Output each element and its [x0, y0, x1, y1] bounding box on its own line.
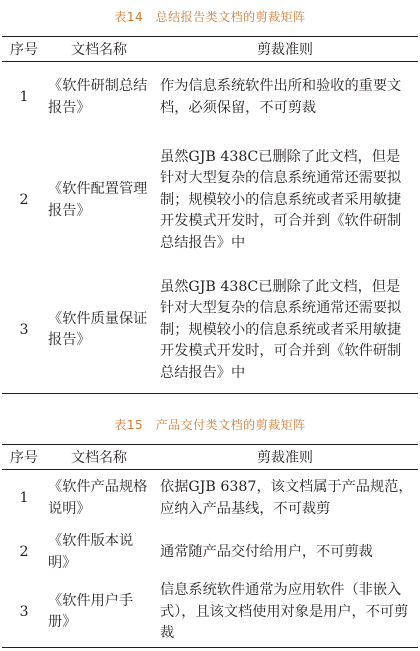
- row-rule: 作为信息系统软件出所和验收的重要文档，必须保留，不可剪裁: [160, 78, 402, 116]
- row-rule: 信息系统软件通常为应用软件（非嵌入式），且该文档使用对象是用户，不可剪裁: [152, 578, 418, 648]
- row-no: 2: [19, 191, 29, 208]
- header-rule: 剪裁准则: [152, 445, 418, 470]
- header-doc-name: 文档名称: [46, 445, 152, 470]
- row-doc-name: 《软件版本说明》: [48, 533, 134, 571]
- row-doc-name: 《软件研制总结报告》: [48, 78, 148, 116]
- header-rule: 剪裁准则: [152, 37, 418, 62]
- table-row: [2, 528, 418, 578]
- table-row: [2, 134, 418, 268]
- row-no: 3: [2, 578, 46, 648]
- row-no: 1: [19, 490, 29, 506]
- table-row: [2, 578, 418, 648]
- row-no: 3: [2, 268, 46, 394]
- crop-matrix-table: [2, 444, 418, 648]
- table-row: [2, 470, 418, 528]
- table-caption: 表14 总结报告类文档的剪裁矩阵: [114, 10, 306, 24]
- header-no: 序号: [2, 445, 46, 470]
- row-doc-name: 《软件用户手册》: [46, 578, 152, 648]
- row-rule: 虽然GJB 438C已删除了此文档，但是针对大型复杂的信息系统通常还需要拟制；规模较小的信息系统或者采用敏捷开发模式开发时，可合并到《软件研制总结报告》中: [160, 148, 402, 251]
- table-caption: 表15 产品交付类文档的剪裁矩阵: [114, 418, 306, 432]
- header-row: [2, 37, 418, 62]
- row-no: 2: [19, 543, 29, 560]
- header-doc-name: 文档名称: [46, 37, 152, 62]
- crop-matrix-table: [2, 36, 418, 394]
- row-rule: 依据GJB 6387，该文档属于产品规范，应纳入产品基线，不可裁剪: [160, 479, 413, 517]
- row-doc-name: 《软件产品规格说明》: [48, 479, 148, 517]
- table-row: [2, 268, 418, 394]
- row-doc-name: 《软件质量保证报告》: [46, 268, 152, 394]
- row-rule: 通常随产品交付给用户，不可剪裁: [160, 543, 373, 560]
- header-no: 序号: [2, 37, 46, 62]
- row-no: 1: [19, 89, 29, 105]
- row-doc-name: 《软件配置管理报告》: [48, 181, 148, 219]
- row-rule: 虽然GJB 438C已删除了此文档，但是针对大型复杂的信息系统通常还需要拟制；规模较小的信息系统或者采用敏捷开发模式开发时，可合并到《软件研制总结报告》中: [152, 268, 418, 394]
- table-row: [2, 62, 418, 134]
- header-row: [2, 445, 418, 470]
